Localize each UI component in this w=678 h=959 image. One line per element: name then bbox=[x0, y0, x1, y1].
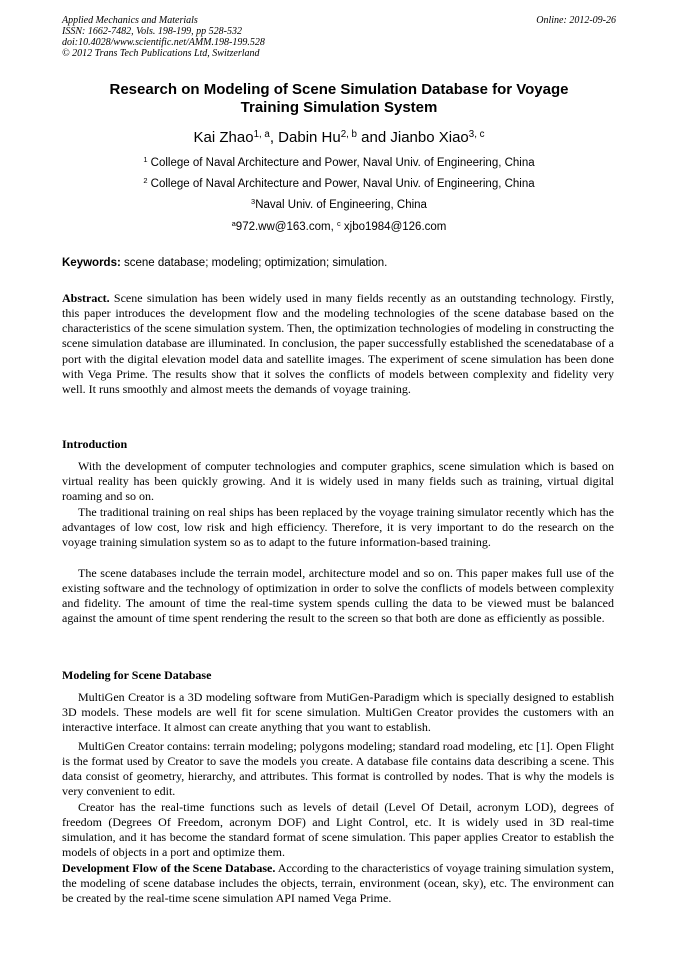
introduction-heading: Introduction bbox=[62, 437, 128, 451]
modeling-paragraph-3: Creator has the real-time functions such as levels of detail (Level Of Detail, acronym LOD), degrees of freedom (Degrees Of Freedom, acronym DOF) and Light Control, etc. It is widely used in 3D real-time simulation, and it has become the standard format of scene simulation. This paper applies Creator to establish the models of objects in a port and optimize them. bbox=[62, 800, 614, 860]
affiliation-1-text: College of Naval Architecture and Power, Naval Univ. of Engineering, China bbox=[147, 157, 535, 169]
title-line-1: Research on Modeling of Scene Simulation Database for Voyage bbox=[109, 81, 569, 98]
modeling-heading: Modeling for Scene Database bbox=[62, 668, 212, 682]
online-date: Online: 2012-09-26 bbox=[536, 15, 616, 26]
author-separator: , bbox=[269, 129, 279, 146]
development-flow-label: Development Flow of the Scene Database. bbox=[62, 861, 276, 875]
development-flow-text: According to the characteristics of voyage training simulation system, the modeling of scene database includes the objects, terrain, environment (ocean, sky), etc. The environment can be created by the real-time scene simulation API named Vega Prime. bbox=[62, 861, 614, 906]
email-a-sup: a bbox=[231, 218, 236, 228]
affiliation-2-text: College of Naval Architecture and Power, Naval Univ. of Engineering, China bbox=[147, 178, 535, 190]
title-line-2: Training Simulation System bbox=[240, 99, 438, 116]
author-1: Kai Zhao bbox=[193, 129, 254, 146]
doi-line[interactable]: doi:10.4028/www.scientific.net/AMM.198-199.528 bbox=[62, 37, 265, 48]
paper-title bbox=[62, 81, 616, 117]
affiliation-3-text: Naval Univ. of Engineering, China bbox=[255, 199, 427, 211]
affiliation-2-sup: 2 bbox=[143, 175, 148, 185]
keywords-label: Keywords: bbox=[62, 257, 121, 269]
email-a[interactable]: 972.ww@163.com, bbox=[235, 221, 337, 233]
running-header bbox=[62, 15, 616, 59]
affiliation-3 bbox=[62, 198, 616, 212]
keywords-text: scene database; modeling; optimization; simulation. bbox=[120, 257, 388, 269]
keywords bbox=[62, 256, 616, 270]
author-1-sup: 1, a bbox=[253, 128, 270, 140]
introduction-paragraph-3: The scene databases include the terrain model, architecture model and so on. This paper makes full use of the existing software and the technology of optimization in order to solve the conflicts of models between complexity and fidelity. The amount of time the real-time system spends culling the data to be viewed must be balanced against the amount of time spent rendering the result to the screen so that both are done as efficiently as possible. bbox=[62, 566, 614, 626]
email-c[interactable]: xjbo1984@126.com bbox=[340, 221, 447, 233]
author-2: Dabin Hu bbox=[278, 129, 341, 146]
affiliation-1 bbox=[62, 156, 616, 170]
affiliation-1-sup: 1 bbox=[143, 154, 148, 164]
author-separator: and bbox=[356, 129, 391, 146]
affiliation-3-sup: 3 bbox=[251, 196, 256, 206]
issn-line: ISSN: 1662-7482, Vols. 198-199, pp 528-532 bbox=[62, 26, 242, 37]
introduction-paragraph-1: With the development of computer technologies and computer graphics, scene simulation which is based on virtual reality has been quickly growing. And it is widely used in many fields such as training, virtual digital roaming and so on. bbox=[62, 459, 614, 504]
author-list bbox=[62, 129, 616, 147]
author-emails bbox=[62, 220, 616, 234]
copyright-line: © 2012 Trans Tech Publications Ltd, Switzerland bbox=[62, 48, 260, 59]
modeling-paragraph-2: MultiGen Creator contains: terrain modeling; polygons modeling; standard road modeling, etc [1]. Open Flight is the format used by Creator to save the models you create. A database file contains data describing a scene. This data consist of geometry, hierarchy, and attributes. This format is controlled by nodes. That is why the models is very convenient to edit. bbox=[62, 739, 614, 799]
journal-name: Applied Mechanics and Materials bbox=[62, 15, 198, 26]
abstract-text: Scene simulation has been widely used in many fields recently as an outstanding technology. Firstly, this paper introduces the development flow and the modeling technologies of the scene database based on the characteristics of the scene simulation system. Then, the optimization technologies of modeling in constructing the scene simulation database are illuminated. In conclusion, the paper successfully established the scenedatabase of a port with the digital elevation model data and satellite images. The experiment of scene simulation has been done with Vega Prime. The results show that it solves the conflicts of models between complexity and fidelity very well. It runs smoothly and almost meets the demands of voyage training. bbox=[62, 291, 614, 396]
development-flow-paragraph bbox=[62, 861, 614, 906]
author-2-sup: 2, b bbox=[340, 128, 357, 140]
abstract-label: Abstract. bbox=[62, 291, 110, 305]
author-3-sup: 3, c bbox=[468, 128, 485, 140]
affiliation-2 bbox=[62, 177, 616, 191]
introduction-paragraph-2: The traditional training on real ships has been replaced by the voyage training simulator recently which has the advantages of low cost, low risk and high efficiency. Therefore, it is very important to do the research on the voyage training simulation system so as to adapt to the future information-based training. bbox=[62, 505, 614, 550]
author-3: Jianbo Xiao bbox=[390, 129, 469, 146]
abstract bbox=[62, 291, 614, 397]
email-c-sup: c bbox=[336, 218, 341, 228]
modeling-paragraph-1: MultiGen Creator is a 3D modeling software from MutiGen-Paradigm which is specially designed to establish 3D models. These models are well fit for scene simulation. MultiGen Creator provides the customers with an interactive interface. It almost can create anything that you want to establish. bbox=[62, 690, 614, 735]
